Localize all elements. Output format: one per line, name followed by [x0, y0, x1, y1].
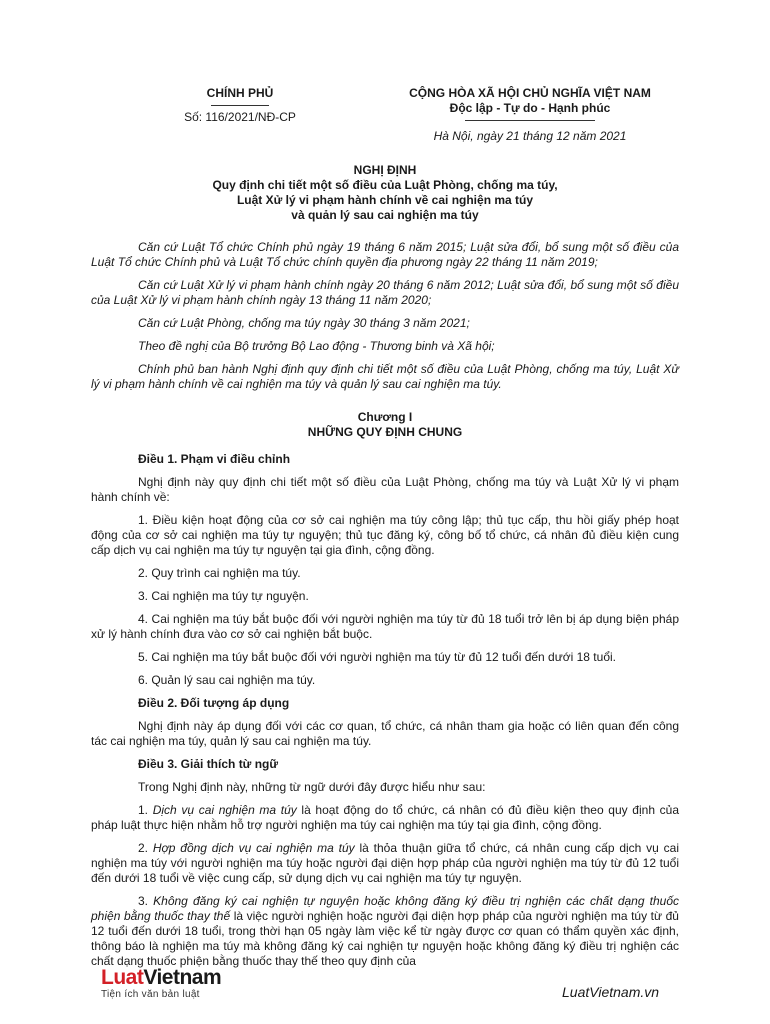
issuer-block	[140, 86, 340, 125]
definition-1-text: là hoạt động do tổ chức, cá nhân có đủ điều kiện theo quy định của pháp luật thực hiện nhằm hỗ trợ người nghiện ma túy cai nghiện ma túy tại gia đình, cộng đồng.	[91, 803, 680, 832]
preamble-paragraph-1: Căn cứ Luật Tổ chức Chính phủ ngày 19 tháng 6 năm 2015; Luật sửa đổi, bổ sung một số điều của Luật Tổ chức Chính phủ và Luật Tổ chức chính quyền địa phương ngày 22 tháng 11 năm 2019;	[91, 240, 679, 269]
footer-website: LuatVietnam.vn	[562, 984, 660, 1000]
national-motto: Độc lập - Tự do - Hạnh phúc	[449, 101, 611, 115]
preamble-paragraph-4: Theo đề nghị của Bộ trưởng Bộ Lao động - Thương binh và Xã hội;	[138, 339, 495, 353]
article-2-text: Nghị định này áp dụng đối với các cơ quan, tổ chức, cá nhân tham gia hoặc có liên quan đến công tác cai nghiện ma túy, quản lý sau cai nghiện ma túy.	[91, 719, 679, 748]
article-1-item-6: 6. Quản lý sau cai nghiện ma túy.	[138, 673, 316, 687]
country-name: CỘNG HÒA XÃ HỘI CHỦ NGHĨA VIỆT NAM	[409, 86, 651, 100]
article-1-intro: Nghị định này quy định chi tiết một số điều của Luật Phòng, chống ma túy và Luật Xử lý vi phạm hành chính về:	[91, 475, 679, 504]
issuer-name: CHÍNH PHỦ	[206, 86, 274, 100]
definition-3-text: là việc người nghiện hoặc người đại diện hợp pháp của người nghiện ma túy từ đủ 12 tuổi đến dưới 18 tuổi, trong thời hạn 05 ngày làm việc kể từ ngày được cơ quan có thẩm quyền xác định, thông báo là nghiện ma túy mà không đăng ký cai nghiện tự nguyện hoặc không đăng ký điều trị nghiện các chất dạng thuốc phiện bằng thuốc thay thế theo quy định của	[91, 909, 679, 968]
article-3-heading: Điều 3. Giải thích từ ngữ	[138, 757, 279, 771]
logo-wordmark	[101, 967, 261, 989]
definition-3-term: Không đăng ký cai nghiện tự nguyện hoặc không đăng ký điều trị nghiện các chất dạng thuốc phiện bằng thuốc thay thế	[91, 894, 679, 923]
article-1-item-1: 1. Điều kiện hoạt động của cơ sở cai nghiện ma túy công lập; thủ tục cấp, thu hồi giấy phép hoạt động của cơ sở cai nghiện ma túy tự nguyện; thủ tục đăng ký, công bố tổ chức, cá nhân đủ điều kiện cung cấp dịch vụ cai nghiện ma túy tự nguyện tại gia đình, cộng đồng.	[91, 513, 679, 557]
title-line-3: và quản lý sau cai nghiện ma túy	[291, 208, 479, 222]
article-3-intro: Trong Nghị định này, những từ ngữ dưới đây được hiểu như sau:	[138, 780, 486, 794]
logo-word-luat: Luat	[101, 966, 144, 989]
article-1-item-5: 5. Cai nghiện ma túy bắt buộc đối với người nghiện ma túy từ đủ 12 tuổi đến dưới 18 tuổi.	[138, 650, 616, 664]
definition-2-term: Hợp đồng dịch vụ cai nghiện ma túy	[152, 841, 355, 855]
article-3-definition-3	[91, 894, 679, 969]
article-3-definition-1	[91, 803, 679, 833]
definition-1-number: 1.	[138, 803, 153, 817]
document-type: NGHỊ ĐỊNH	[353, 163, 417, 177]
definition-1-term: Dịch vụ cai nghiện ma túy	[152, 803, 297, 817]
preamble-paragraph-2: Căn cứ Luật Xử lý vi phạm hành chính ngày 20 tháng 6 năm 2012; Luật sửa đổi, bổ sung một số điều của Luật Xử lý vi phạm hành chính ngày 13 tháng 11 năm 2020;	[91, 278, 679, 307]
motto-divider	[465, 120, 595, 121]
article-1-item-4: 4. Cai nghiện ma túy bắt buộc đối với người nghiện ma túy từ đủ 18 tuổi trở lên bị áp dụng biện pháp xử lý hành chính đưa vào cơ sở cai nghiện bắt buộc.	[91, 612, 679, 641]
logo-tagline: Tiện ích văn bản luật	[101, 989, 200, 1000]
article-1-heading: Điều 1. Phạm vi điều chỉnh	[138, 452, 291, 466]
article-3-definition-2	[91, 841, 679, 886]
article-1-item-2: 2. Quy trình cai nghiện ma túy.	[138, 566, 301, 580]
chapter-label: Chương I	[357, 410, 413, 424]
definition-2-text: là thỏa thuận giữa tổ chức, cá nhân cung cấp dịch vụ cai nghiện ma túy với người nghiện ma túy hoặc người đại diện hợp pháp của người nghiện ma túy từ đủ 12 tuổi đến dưới 18 tuổi về việc cung cấp, sử dụng dịch vụ cai nghiện ma túy tự nguyện.	[91, 841, 680, 885]
document-number: Số: 116/2021/NĐ-CP	[184, 110, 296, 124]
document-title	[0, 163, 770, 223]
title-line-2: Luật Xử lý vi phạm hành chính về cai nghiện ma túy	[236, 193, 534, 207]
definition-2-number: 2.	[138, 841, 153, 855]
chapter-title: NHỮNG QUY ĐỊNH CHUNG	[307, 425, 463, 439]
preamble-paragraph-3: Căn cứ Luật Phòng, chống ma túy ngày 30 tháng 3 năm 2021;	[138, 316, 470, 330]
article-2-heading: Điều 2. Đối tượng áp dụng	[138, 696, 290, 710]
preamble-paragraph-5: Chính phủ ban hành Nghị định quy định chi tiết một số điều của Luật Phòng, chống ma túy, Luật Xử lý vi phạm hành chính về cai nghiện ma túy và quản lý sau cai nghiện ma túy.	[91, 362, 679, 391]
issuer-divider	[211, 105, 269, 106]
issue-date: Hà Nội, ngày 21 tháng 12 năm 2021	[433, 129, 627, 143]
luatvietnam-logo	[101, 967, 261, 1003]
title-line-1: Quy định chi tiết một số điều của Luật Phòng, chống ma túy,	[212, 178, 558, 192]
document-header	[0, 86, 770, 148]
definition-3-number: 3.	[138, 894, 154, 908]
national-heading-block	[380, 86, 680, 144]
document-body	[91, 240, 679, 969]
logo-word-vietnam: Vietnam	[143, 966, 222, 989]
article-1-item-3: 3. Cai nghiện ma túy tự nguyện.	[138, 589, 309, 603]
